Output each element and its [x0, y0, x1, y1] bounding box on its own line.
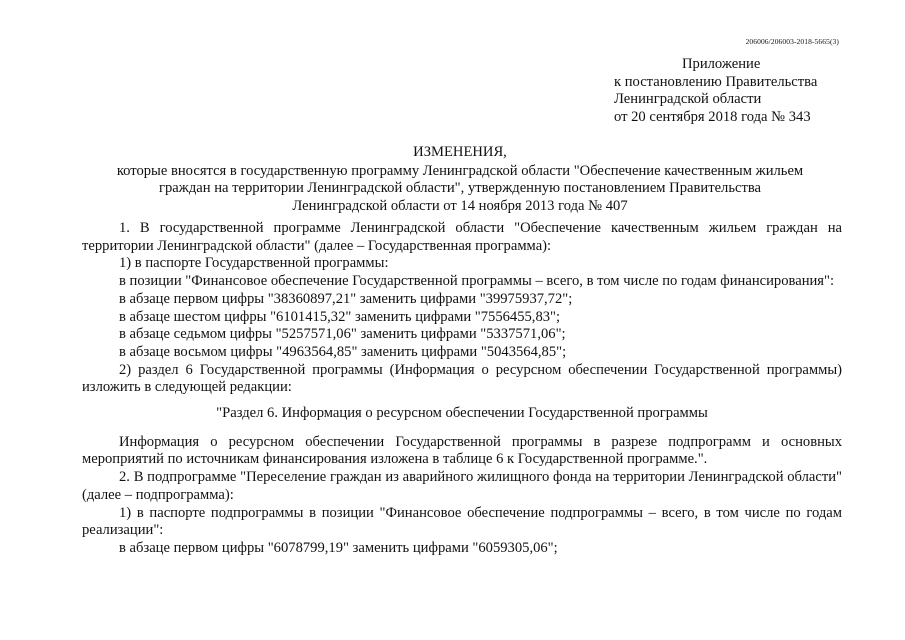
paragraph-4: в абзаце первом цифры "38360897,21" заменить цифрами "39975937,72";: [119, 290, 573, 307]
paragraph-5: в абзаце шестом цифры "6101415,32" заменить цифрами "7556455,83";: [119, 308, 561, 325]
section-heading: "Раздел 6. Информация о ресурсном обеспечении Государственной программы: [216, 405, 708, 422]
paragraph-6: в абзаце седьмом цифры "5257571,06" заменить цифрами "5337571,06";: [119, 326, 566, 343]
paragraph-8: 2) раздел 6 Государственной программы (Информация о ресурсном обеспечении Государственной программы) изложить в следующей редакции:: [82, 361, 842, 396]
paragraph-7: в абзаце восьмом цифры "4963564,85" заменить цифрами "5043564,85";: [119, 343, 567, 360]
paragraph-1: 1. В государственной программе Ленинградской области "Обеспечение качественным жильем граждан на территории Ленинградской области" (далее – Государственная программа):: [82, 220, 842, 254]
header-line-3: Ленинградской области от 14 ноября 2013 года № 407: [292, 197, 628, 214]
paragraph-11: 2. В подпрограмме "Переселение граждан из аварийного жилищного фонда на территории Ленинградской области" (далее – подпрограмма):: [82, 469, 842, 503]
paragraph-3: в позиции "Финансовое обеспечение Государственной программы – всего, в том числе по годам финансирования":: [119, 273, 835, 290]
paragraph-10: Информация о ресурсном обеспечении Государственной программы в разрезе подпрограмм и основных мероприятий по источникам финансирования изложена в таблице 6 к Государственной программе.".: [82, 433, 842, 468]
appendix-line-4: от 20 сентября 2018 года № 343: [614, 108, 811, 125]
appendix-line-1: Приложение: [682, 56, 761, 72]
header-line-2: граждан на территории Ленинградской области", утвержденную постановлением Правительства: [158, 180, 762, 197]
paragraph-2: 1) в паспорте Государственной программы:: [119, 255, 389, 272]
paragraph-13: в абзаце первом цифры "6078799,19" заменить цифрами "6059305,06";: [119, 539, 558, 556]
header-line-1: которые вносятся в государственную программу Ленинградской области "Обеспечение качественным жильем: [116, 162, 804, 179]
paragraph-12: 1) в паспорте подпрограммы в позиции "Финансовое обеспечение подпрограммы – всего, в том числе по годам реализации":: [82, 504, 842, 539]
document-title: ИЗМЕНЕНИЯ,: [413, 144, 507, 160]
document-body: [82, 220, 842, 558]
appendix-block: [614, 56, 817, 126]
document-code: 206006/206003-2018-5665(3): [745, 37, 839, 46]
appendix-line-2: к постановлению Правительства: [614, 73, 818, 90]
document-header: [80, 144, 840, 215]
appendix-line-3: Ленинградской области: [614, 91, 762, 108]
